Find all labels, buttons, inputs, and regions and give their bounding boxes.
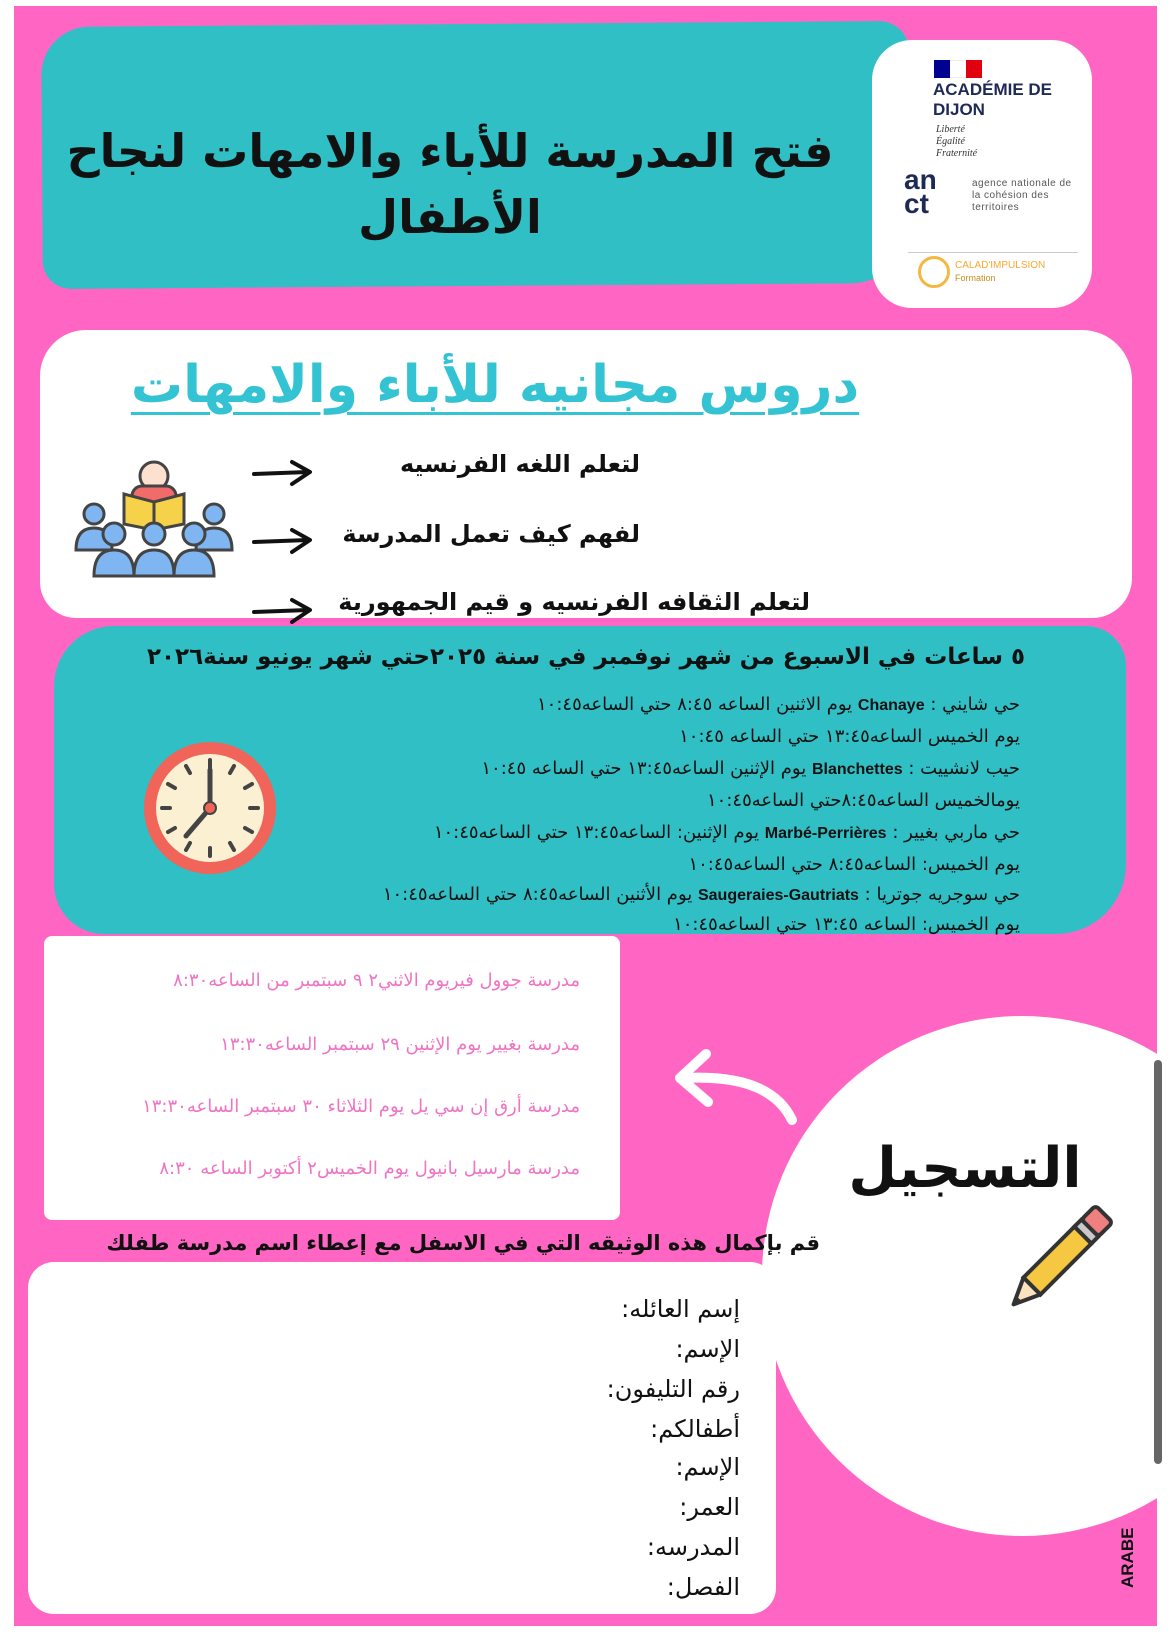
school-date-line: مدرسة أرق إن سي يل يوم الثلاثاء ٣٠ سبتمبر الساعه١٣:٣٠ xyxy=(142,1096,580,1117)
academie-dijon-logo: ACADÉMIE DE DIJON xyxy=(933,80,1053,119)
schedule-line: حي ماربي بغيير : Marbé-Perrières يوم الإثنين: الساعه١٣:٤٥ حتي الساعه١٠:٤٥ xyxy=(433,822,1020,843)
pencil-icon xyxy=(992,1198,1120,1326)
lesson-item: لتعلم اللغه الفرنسيه xyxy=(399,450,640,478)
schedule-line: يومالخميس الساعه٨:٤٥حتي الساعه١٠:٤٥ xyxy=(707,790,1020,811)
arrow-right-icon xyxy=(252,526,314,556)
family-name-field[interactable]: إسم العائله: xyxy=(621,1295,740,1323)
calad-logo-icon xyxy=(918,256,950,288)
phone-field[interactable]: رقم التليفون: xyxy=(606,1375,740,1403)
lesson-item: لفهم كيف تعمل المدرسة xyxy=(342,520,640,548)
child-name-field[interactable]: الإسم: xyxy=(675,1453,740,1481)
children-field[interactable]: أطفالكم: xyxy=(650,1415,740,1443)
lesson-item: لتعلم الثقافه الفرنسيه و قيم الجمهورية xyxy=(338,588,810,616)
schedule-line: يوم الخميس الساعه١٣:٤٥ حتي الساعه ١٠:٤٥ xyxy=(679,726,1020,747)
arrow-right-icon xyxy=(252,596,314,626)
page-title: فتح المدرسة للأباء والامهات لنجاح الأطفال xyxy=(66,124,834,244)
republic-motto: Liberté Égalité Fraternité xyxy=(936,124,978,159)
lessons-heading: دروس مجانيه للأباء والامهات xyxy=(130,355,860,415)
age-field[interactable]: العمر: xyxy=(679,1493,740,1521)
schedule-line: يوم الخميس: الساعه٨:٤٥ حتي الساعه١٠:٤٥ xyxy=(688,854,1020,875)
hours-title: ٥ ساعات في الاسبوع من شهر نوفمبر في سنة ٢٠٢٥حتي شهر يونيو سنة٢٠٢٦ xyxy=(146,644,1025,670)
clock-icon xyxy=(140,738,280,878)
schedule-line: حي سوجريه جوتريا : Saugeraies-Gautriats يوم الأثنين الساعه٨:٤٥ حتي الساعه١٠:٤٥ xyxy=(382,884,1020,905)
schedule-line: حيب لانشييت : Blanchettes يوم الإثنين الساعه١٣:٤٥ حتي الساعه ١٠:٤٥ xyxy=(481,758,1020,779)
french-flag-icon xyxy=(934,60,982,78)
schedule-line: يوم الخميس: الساعه ١٣:٤٥ حتي الساعه١٠:٤٥ xyxy=(673,914,1020,935)
reading-group-icon xyxy=(70,458,238,578)
registration-title: التسجيل xyxy=(848,1136,1082,1201)
arrow-right-icon xyxy=(252,458,314,488)
registration-instruction: قم بإكمال هذه الوثيقه التي في الاسفل مع إعطاء اسم مدرسة طفلك xyxy=(106,1231,820,1255)
school-date-line: مدرسة جوول فيريوم الاثني٢ ٩ سبتمبر من الساعه٨:٣٠ xyxy=(173,970,580,991)
logo-divider xyxy=(908,252,1078,253)
school-field[interactable]: المدرسه: xyxy=(646,1533,740,1561)
curved-arrow-icon xyxy=(660,1030,800,1130)
anct-logo: an ct xyxy=(904,164,937,219)
anct-name: agence nationale de la cohésion des territoires xyxy=(972,178,1072,213)
class-field[interactable]: الفصل: xyxy=(666,1573,740,1601)
language-tag: ARABE xyxy=(1118,1527,1137,1588)
name-field[interactable]: الإسم: xyxy=(675,1335,740,1363)
school-date-line: مدرسة مارسيل بانيول يوم الخميس٢ أكتوبر الساعه ٨:٣٠ xyxy=(159,1158,580,1179)
calad-name: CALAD'IMPULSION Formation xyxy=(955,260,1046,283)
school-date-line: مدرسة بغيير يوم الإثنين ٢٩ سبتمبر الساعه١٣:٣٠ xyxy=(220,1034,580,1055)
schedule-line: حي شايني : Chanaye يوم الاثنين الساعه ٨:٤٥ حتي الساعه١٠:٤٥ xyxy=(537,694,1020,715)
scrollbar[interactable] xyxy=(1154,1060,1162,1464)
